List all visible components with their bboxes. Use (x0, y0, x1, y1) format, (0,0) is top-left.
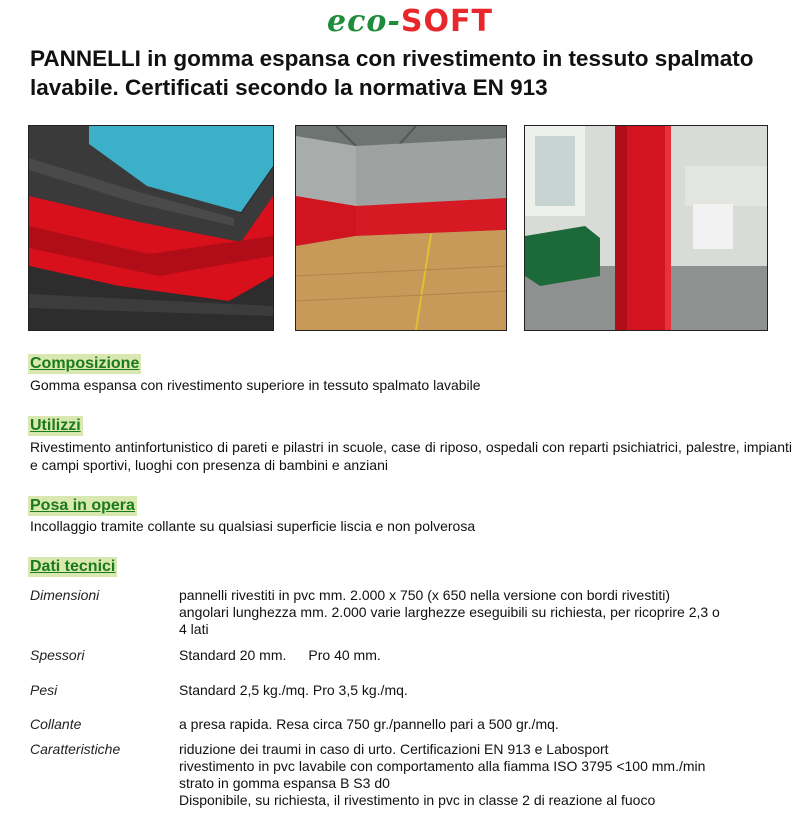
spessori-pro: Pro 40 mm. (308, 647, 381, 663)
photo-foam-panels (28, 125, 274, 331)
collante-label: Collante (30, 716, 82, 732)
pesi-value: Standard 2,5 kg./mq. Pro 3,5 kg./mq. (179, 682, 408, 698)
spessori-value (179, 647, 779, 664)
dimensioni-line-2: angolari lunghezza mm. 2.000 varie larghezze eseguibili su richiesta, per ricoprire 2,3 o (179, 604, 720, 620)
eco-soft-logo (0, 4, 800, 39)
dimensioni-value (179, 587, 779, 638)
page-title: PANNELLI in gomma espansa con rivestimento in tessuto spalmato lavabile. Certificati secondo la normativa EN 913 (30, 46, 754, 100)
caratteristiche-line-3: strato in gomma espansa B S3 d0 (179, 775, 390, 791)
logo-dash: - (387, 4, 401, 39)
photo-padded-pillar (524, 125, 768, 331)
dimensioni-line-3: 4 lati (179, 621, 209, 637)
posa-text: Incollaggio tramite collante su qualsiasi superficie liscia e non polverosa (30, 518, 476, 534)
dimensioni-label: Dimensioni (30, 587, 100, 603)
caratteristiche-line-2: rivestimento in pvc lavabile con comportamento alla fiamma ISO 3795 <100 mm./min (179, 758, 706, 774)
utilizzi-text: Rivestimento antinfortunistico di pareti e pilastri in scuole, case di riposo, ospedali con reparti psichiatrici, palestre, impianti e campi sportivi, luoghi con presenza di bambini e anziani (30, 439, 792, 473)
photo-gym-wall-padding (295, 125, 507, 331)
pesi-label: Pesi (30, 682, 58, 698)
logo-soft-text: SOFT (400, 4, 493, 39)
dati-tecnici-heading: Dati tecnici (30, 558, 116, 575)
collante-value: a presa rapida. Resa circa 750 gr./pannello pari a 500 gr./mq. (179, 716, 559, 732)
caratteristiche-label: Caratteristiche (30, 741, 121, 757)
composizione-text: Gomma espansa con rivestimento superiore in tessuto spalmato lavabile (30, 377, 481, 393)
spessori-label: Spessori (30, 647, 85, 663)
caratteristiche-value (179, 741, 779, 809)
spessori-standard: Standard 20 mm. (179, 647, 287, 663)
composizione-heading: Composizione (30, 355, 140, 372)
caratteristiche-line-1: riduzione dei traumi in caso di urto. Certificazioni EN 913 e Labosport (179, 741, 609, 757)
dimensioni-line-1: pannelli rivestiti in pvc mm. 2.000 x 750 (x 650 nella versione con bordi rivestiti) (179, 587, 671, 603)
logo-eco-text: eco (327, 4, 388, 39)
utilizzi-heading: Utilizzi (30, 417, 81, 434)
posa-heading: Posa in opera (30, 497, 135, 514)
caratteristiche-line-4: Disponibile, su richiesta, il rivestimento in pvc in classe 2 di reazione al fuoco (179, 792, 656, 808)
